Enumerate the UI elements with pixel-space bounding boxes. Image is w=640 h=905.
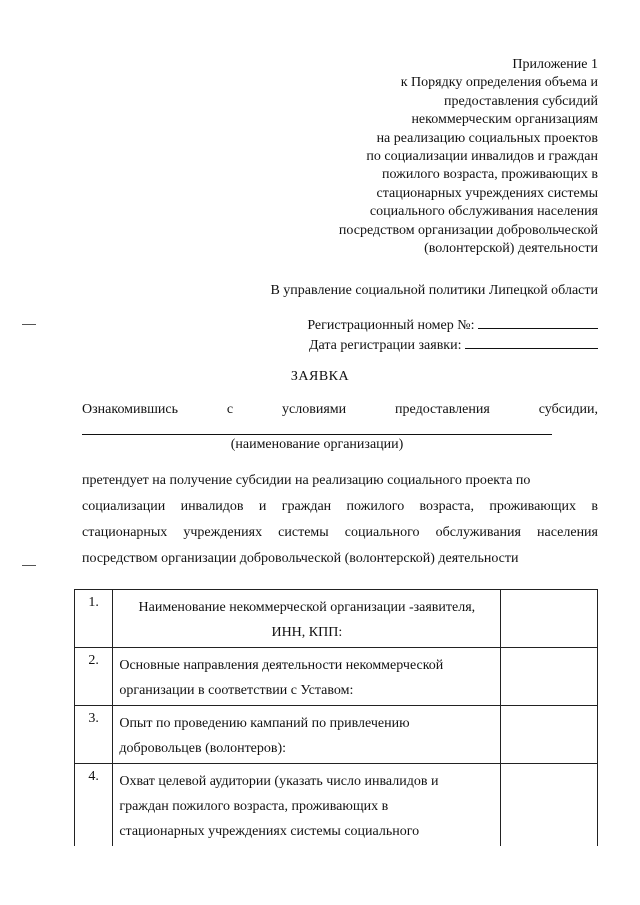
row-label-line: Охват целевой аудитории (указать число инвалидов и [119,774,439,789]
organization-name-field[interactable] [82,434,552,435]
table-row [75,648,598,706]
row-value-cell[interactable] [501,706,598,764]
row-label-line: ИНН, КПП: [271,625,343,640]
row-value-cell[interactable] [501,648,598,706]
organization-caption: (наименование организации) [230,437,404,452]
body-line: претендует на получение субсидии на реализацию социального проекта по [82,473,531,488]
row-label-line: добровольцев (волонтеров): [119,741,287,756]
row-number: 4. [75,764,113,847]
appendix-line: посредством организации добровольческой [338,222,598,238]
appendix-line: (волонтерской) деятельности [424,241,598,257]
application-table [74,589,598,846]
appendix-line: Приложение 1 [512,57,598,72]
body-paragraph [82,468,598,572]
registration-date-field[interactable] [465,335,598,349]
appendix-line: на реализацию социальных проектов [376,130,598,146]
row-label-line: Основные направления деятельности некоммерческой [119,658,444,673]
row-number: 2. [75,648,113,706]
intro-word: с [226,402,234,417]
intro-word: условиями [282,402,347,417]
appendix-line: пожилого возраста, проживающих в [382,167,598,183]
intro-word: субсидии, [538,402,598,417]
appendix-line: предоставления субсидий [443,93,598,109]
registration-block [307,315,598,355]
scan-mark [22,565,36,566]
page-title: ЗАЯВКА [290,369,350,384]
row-label-line: Наименование некоммерческой организации -заявителя, [138,600,476,615]
appendix-line: стационарных учреждениях системы [376,185,598,201]
row-number: 1. [75,590,113,648]
row-label-line: граждан пожилого возраста, проживающих в [119,799,389,814]
body-line: социализации инвалидов и граждан пожилого возраста, проживающих в [82,499,598,514]
body-line: стационарных учреждениях системы социального обслуживания населения [82,525,598,540]
addressee: В управление социальной политики Липецкой области [270,283,598,298]
registration-date-row [307,335,598,355]
appendix-header [339,56,598,258]
row-value-cell[interactable] [501,764,598,847]
table-row [75,590,598,648]
row-label-line: организации в соответствии с Уставом: [119,683,354,698]
body-line: посредством организации добровольческой (волонтерской) деятельности [82,551,519,566]
registration-number-row [307,315,598,335]
row-label-line: Опыт по проведению кампаний по привлечению [119,716,410,731]
row-label [113,764,501,847]
intro-line [82,402,598,418]
table-row [75,764,598,847]
registration-number-label: Регистрационный номер №: [307,318,475,333]
appendix-line: социального обслуживания населения [369,204,598,220]
table-row [75,706,598,764]
registration-number-field[interactable] [478,315,598,329]
row-number: 3. [75,706,113,764]
registration-date-label: Дата регистрации заявки: [308,338,462,353]
row-label [113,648,501,706]
intro-word: предоставления [395,402,490,417]
row-label [113,706,501,764]
row-label-line: стационарных учреждениях системы социального [119,824,420,839]
appendix-line: некоммерческим организациям [411,112,598,128]
row-label [113,590,501,648]
scan-mark [22,324,36,325]
row-value-cell[interactable] [501,590,598,648]
appendix-line: к Порядку определения объема и [400,75,598,91]
appendix-line: по социализации инвалидов и граждан [366,149,598,165]
intro-word: Ознакомившись [82,402,179,417]
